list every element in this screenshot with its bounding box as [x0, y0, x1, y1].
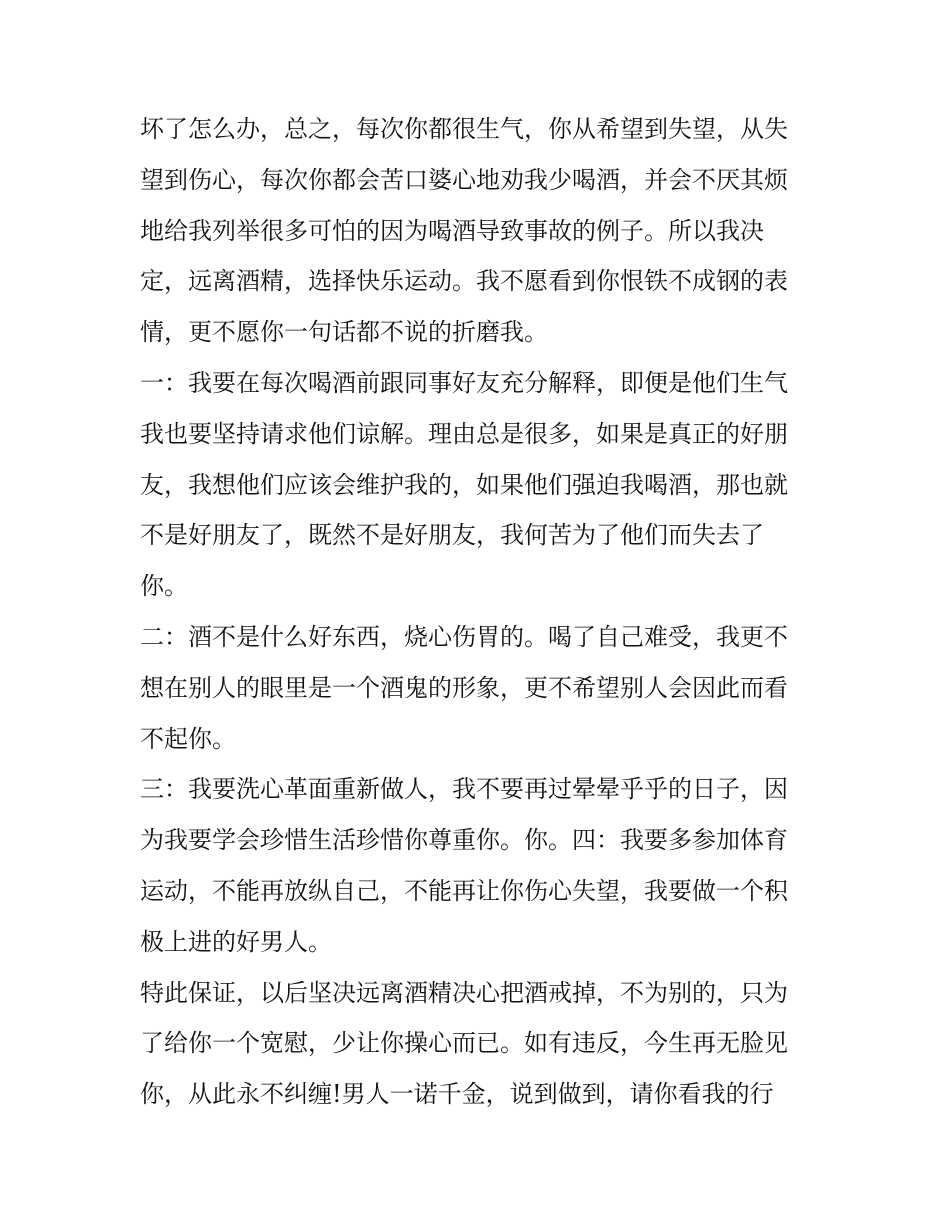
text-line: 友，我想他们应该会维护我的，如果他们强迫我喝酒，那也就	[140, 470, 788, 499]
text-line: 特此保证，以后坚决远离酒精决心把酒戒掉，不为别的，只为	[140, 978, 788, 1007]
text-line: 定，远离酒精，选择快乐运动。我不愿看到你恨铁不成钢的表	[140, 267, 788, 296]
text-line: 地给我列举很多可怕的因为喝酒导致事故的例子。所以我决	[140, 216, 764, 245]
text-line: 一：我要在每次喝酒前跟同事好友充分解释，即便是他们生气	[140, 368, 788, 397]
text-line: 三：我要洗心革面重新做人，我不要再过晕晕乎乎的日子，因	[140, 775, 788, 804]
text-line: 不是好朋友了，既然不是好朋友，我何苦为了他们而失去了	[140, 521, 764, 550]
document-body	[140, 104, 814, 1120]
text-line: 极上进的好男人。	[140, 927, 332, 956]
text-line: 坏了怎么办，总之，每次你都很生气，你从希望到失望，从失	[140, 115, 788, 143]
text-line: 二：酒不是什么好东西，烧心伤胃的。喝了自己难受，我更不	[140, 622, 788, 651]
text-line: 了给你一个宽慰，少让你操心而已。如有违反，今生再无脸见	[140, 1029, 788, 1058]
text-line: 运动，不能再放纵自己，不能再让你伤心失望，我要做一个积	[140, 876, 788, 905]
text-line: 为我要学会珍惜生活珍惜你尊重你。你。四：我要多参加体育	[140, 826, 788, 855]
text-line: 情，更不愿你一句话都不说的折磨我。	[140, 318, 548, 347]
text-line: 想在别人的眼里是一个酒鬼的形象，更不希望别人会因此而看	[140, 673, 788, 702]
text-line: 望到伤心，每次你都会苦口婆心地劝我少喝酒，并会不厌其烦	[140, 165, 788, 194]
text-line: 不起你。	[140, 724, 236, 753]
text-line: 你。	[140, 572, 188, 601]
text-line: 你，从此永不纠缠!男人一诺千金，说到做到，请你看我的行	[140, 1080, 774, 1109]
text-line: 我也要坚持请求他们谅解。理由总是很多，如果是真正的好朋	[140, 419, 788, 448]
